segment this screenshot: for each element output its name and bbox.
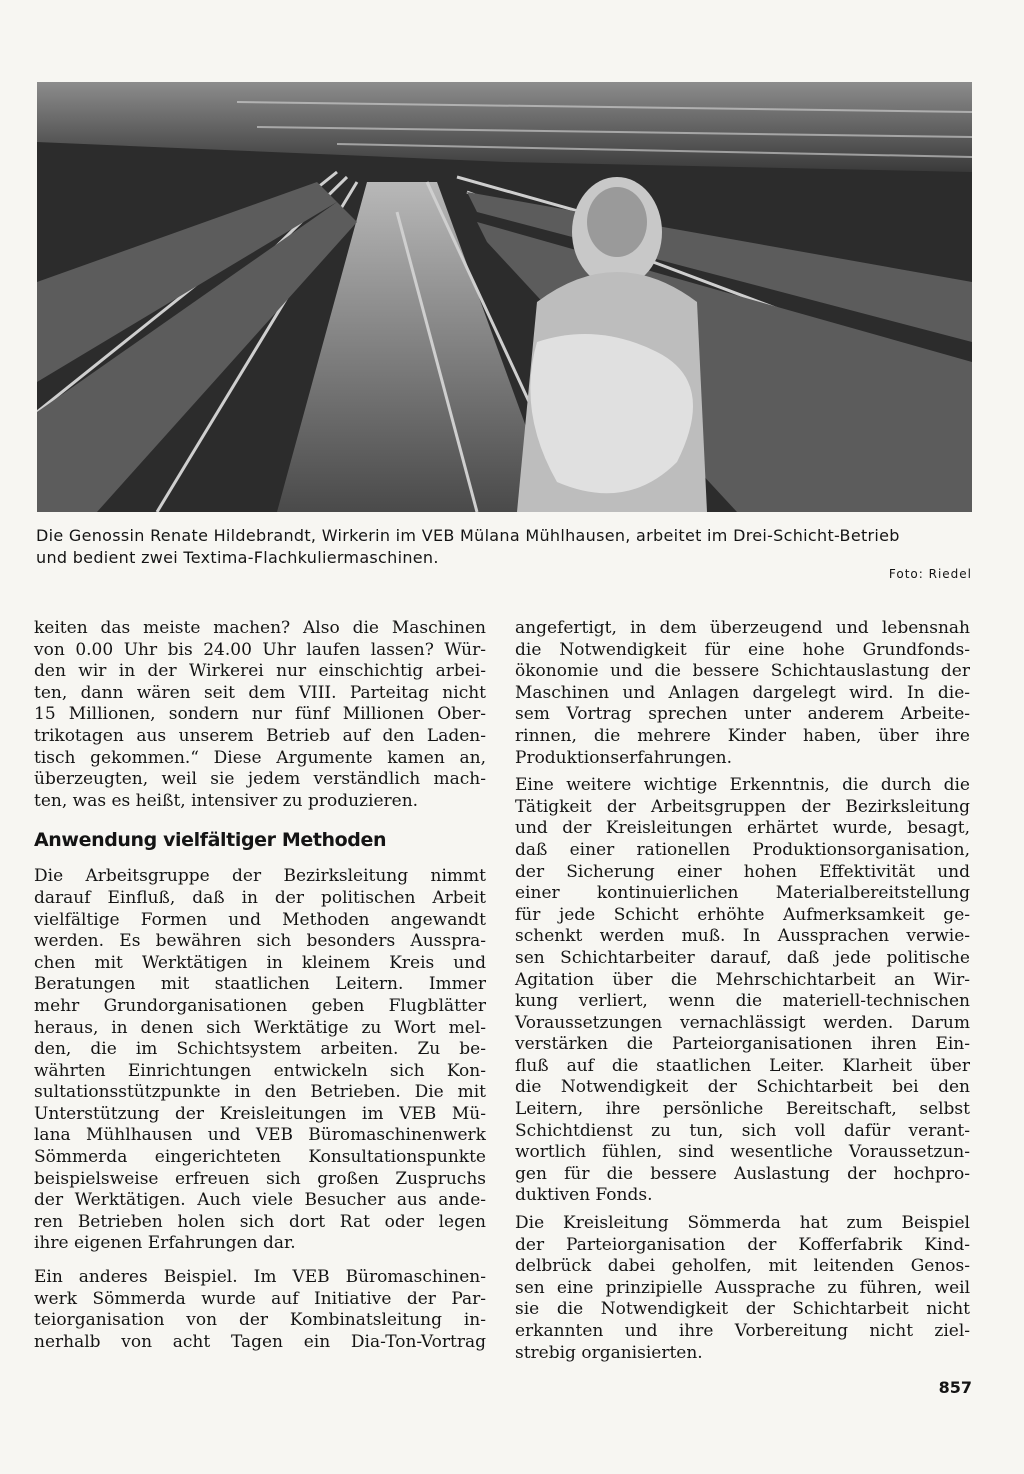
text-line: Ein anderes Beispiel. Im VEB Büromaschinen- bbox=[34, 1267, 486, 1288]
text-line: für jede Schicht erhöhte Aufmerksamkeit ge- bbox=[515, 904, 970, 925]
text-line: überzeugten, weil sie jedem verständlich mach- bbox=[34, 769, 486, 790]
text-line: der Sicherung einer hohen Effektivität und bbox=[515, 861, 970, 882]
text-line: chen mit Werktätigen in kleinem Kreis und bbox=[34, 952, 486, 973]
text-line: schenkt werden muß. In Aussprachen verwie- bbox=[515, 926, 970, 947]
text-line: währten Einrichtungen entwickeln sich Kon- bbox=[34, 1060, 486, 1081]
text-line: von 0.00 Uhr bis 24.00 Uhr laufen lassen? Wür- bbox=[34, 639, 486, 660]
paragraph bbox=[34, 866, 486, 1255]
text-line: der Parteiorganisation der Kofferfabrik Kind- bbox=[515, 1234, 970, 1255]
text-line: Produktionserfahrungen. bbox=[515, 747, 732, 768]
text-line: ten, dann wären seit dem VIII. Parteitag nicht bbox=[34, 682, 486, 703]
factory-photo-icon bbox=[37, 82, 972, 512]
paragraph bbox=[34, 618, 486, 812]
text-line: gen für die bessere Auslastung der hochpro- bbox=[515, 1163, 970, 1184]
text-line: strebig organisierten. bbox=[515, 1342, 703, 1363]
text-line: Tätigkeit der Arbeitsgruppen der Bezirksleitung bbox=[515, 796, 970, 817]
text-line: Maschinen und Anlagen dargelegt wird. In die- bbox=[515, 682, 970, 703]
text-line: kung verliert, wenn die materiell-technischen bbox=[515, 991, 970, 1012]
text-line: Sömmerda eingerichteten Konsultationspunkte bbox=[34, 1147, 486, 1168]
paragraph bbox=[515, 1213, 970, 1364]
text-line: der Werktätigen. Auch viele Besucher aus ande- bbox=[34, 1190, 486, 1211]
text-line: daß einer rationellen Produktionsorganisation, bbox=[515, 839, 970, 860]
right-column bbox=[515, 618, 970, 1370]
text-line: mehr Grundorganisationen geben Flugblätter bbox=[34, 995, 486, 1016]
text-line: den wir in der Wirkerei nur einschichtig arbei- bbox=[34, 661, 486, 682]
text-line: sem Vortrag sprechen unter anderem Arbeite- bbox=[515, 704, 970, 725]
text-line: vielfältige Formen und Methoden angewandt bbox=[34, 909, 486, 930]
text-line: Agitation über die Mehrschichtarbeit an Wir- bbox=[515, 969, 970, 990]
factory-photo bbox=[37, 82, 972, 512]
text-line: Eine weitere wichtige Erkenntnis, die durch die bbox=[515, 775, 970, 796]
text-line: Leitern, ihre persönliche Bereitschaft, selbst bbox=[515, 1099, 970, 1120]
text-line: den, die im Schichtsystem arbeiten. Zu be- bbox=[34, 1039, 486, 1060]
text-line: werk Sömmerda wurde auf Initiative der Par- bbox=[34, 1288, 486, 1309]
text-line: ren Betrieben holen sich dort Rat oder legen bbox=[34, 1211, 486, 1232]
text-line: ihre eigenen Erfahrungen dar. bbox=[34, 1233, 296, 1254]
text-line: Beratungen mit staatlichen Leitern. Immer bbox=[34, 974, 486, 995]
paragraph bbox=[34, 1267, 486, 1353]
text-line: einer kontinuierlichen Materialbereitstellung bbox=[515, 883, 970, 904]
text-line: delbrück dabei geholfen, mit leitenden Genos- bbox=[515, 1256, 970, 1277]
section-heading: Anwendung vielfältiger Methoden bbox=[34, 829, 387, 852]
text-line: die Notwendigkeit der Schichtarbeit bei den bbox=[515, 1077, 970, 1098]
caption-line: und bedient zwei Textima-Flachkuliermaschinen. bbox=[36, 548, 439, 567]
photo-caption bbox=[36, 525, 976, 569]
text-line: sultationsstützpunkte in den Betrieben. Die mit bbox=[34, 1082, 486, 1103]
text-line: rinnen, die mehrere Kinder haben, über ihre bbox=[515, 725, 970, 746]
text-line: darauf Einfluß, daß in der politischen Arbeit bbox=[34, 887, 486, 908]
text-line: Voraussetzungen vernachlässigt werden. Darum bbox=[515, 1012, 970, 1033]
text-line: ökonomie und die bessere Schichtauslastung der bbox=[515, 661, 970, 682]
page-number: 857 bbox=[938, 1378, 972, 1397]
text-line: sie die Notwendigkeit der Schichtarbeit nicht bbox=[515, 1299, 970, 1320]
text-line: verstärken die Parteiorganisationen ihren Ein- bbox=[515, 1034, 970, 1055]
text-line: beispielsweise erfreuen sich großen Zuspruchs bbox=[34, 1168, 486, 1189]
text-line: wortlich fühlen, sind wesentliche Voraussetzun- bbox=[515, 1142, 970, 1163]
text-line: angefertigt, in dem überzeugend und lebensnah bbox=[515, 618, 970, 638]
text-line: keiten das meiste machen? Also die Maschinen bbox=[34, 618, 486, 638]
text-line: lana Mühlhausen und VEB Büromaschinenwerk bbox=[34, 1125, 486, 1146]
caption-line: Die Genossin Renate Hildebrandt, Wirkerin im VEB Mülana Mühlhausen, arbeitet im Drei-Schicht-Betrieb bbox=[36, 526, 900, 545]
photo-credit: Foto: Riedel bbox=[888, 567, 972, 581]
paragraph bbox=[515, 775, 970, 1207]
text-line: ten, was es heißt, intensiver zu produzieren. bbox=[34, 790, 419, 811]
paragraph bbox=[515, 618, 970, 769]
text-line: sen Schichtarbeiter darauf, daß jede politische bbox=[515, 947, 970, 968]
text-line: nerhalb von acht Tagen ein Dia-Ton-Vortrag bbox=[34, 1331, 486, 1352]
text-line: tisch gekommen.“ Diese Argumente kamen an, bbox=[34, 747, 486, 768]
text-line: duktiven Fonds. bbox=[515, 1185, 653, 1206]
text-line: trikotagen aus unserem Betrieb auf den Laden- bbox=[34, 725, 486, 746]
text-line: teiorganisation von der Kombinatsleitung in- bbox=[34, 1310, 486, 1331]
text-line: Schichtdienst zu tun, sich voll dafür verant- bbox=[515, 1120, 970, 1141]
text-line: heraus, in denen sich Werktätige zu Wort mel- bbox=[34, 1017, 486, 1038]
text-line: Unterstützung der Kreisleitungen im VEB Mü- bbox=[34, 1103, 486, 1124]
left-column bbox=[34, 618, 486, 1359]
text-line: erkannten und ihre Vorbereitung nicht ziel- bbox=[515, 1321, 970, 1341]
text-line: 15 Millionen, sondern nur fünf Millionen Ober- bbox=[34, 704, 486, 725]
text-line: werden. Es bewähren sich besonders Ausspra- bbox=[34, 931, 486, 952]
text-line: Die Arbeitsgruppe der Bezirksleitung nimmt bbox=[34, 866, 486, 887]
text-line: fluß auf die staatlichen Leiter. Klarheit über bbox=[515, 1055, 970, 1076]
text-line: und der Kreisleitungen erhärtet wurde, besagt, bbox=[515, 818, 970, 839]
text-line: die Notwendigkeit für eine hohe Grundfonds- bbox=[515, 639, 970, 660]
text-line: Die Kreisleitung Sömmerda hat zum Beispiel bbox=[515, 1213, 970, 1234]
text-line: sen eine prinzipielle Aussprache zu führen, weil bbox=[515, 1277, 970, 1298]
